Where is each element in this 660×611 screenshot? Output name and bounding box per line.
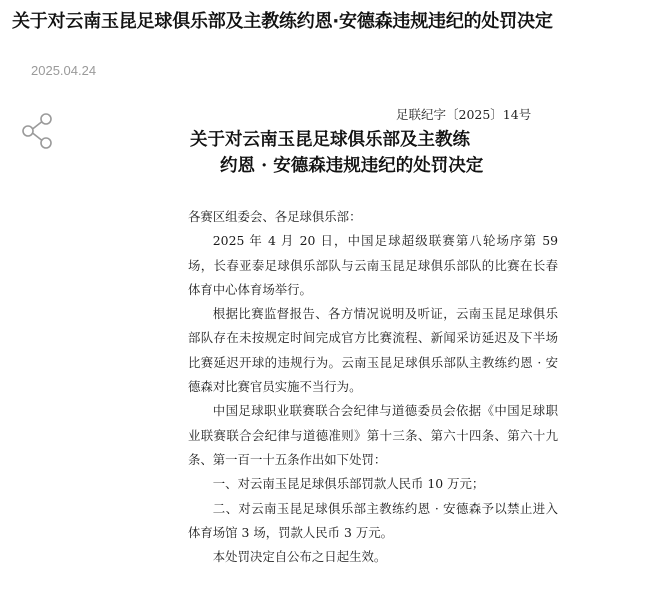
paragraph: 中国足球职业联赛联合会纪律与道德委员会依据《中国足球职业联赛联合会纪律与道德准则》第十三条、第六十四条、第六十九条、第一百一十五条作出如下处罚： (188, 403, 558, 467)
page-title: 关于对云南玉昆足球俱乐部及主教练约恩·安德森违规违纪的处罚决定 (12, 11, 553, 32)
paragraph: 2025 年 4 月 20 日，中国足球超级联赛第八轮场序第 59 场，长春亚泰足球俱乐部队与云南玉昆足球俱乐部队的比赛在长春体育中心体育场举行。 (188, 233, 558, 297)
publish-date: 2025.04.24 (31, 63, 97, 78)
document-title (190, 127, 560, 179)
share-icon[interactable] (20, 112, 58, 150)
document-title-line: 约恩 · 安德森违规违纪的处罚决定 (220, 156, 484, 176)
document-title-line: 关于对云南玉昆足球俱乐部及主教练 (190, 130, 470, 150)
share-icon-graphic (20, 112, 58, 150)
paragraph: 根据比赛监督报告、各方情况说明及听证，云南玉昆足球俱乐部队存在未按规定时间完成官方比赛流程、新闻采访延迟及下半场比赛延迟开球的违规行为。云南玉昆足球俱乐部队主教练约恩 · 安德森对比赛官员实施不当行为。 (188, 306, 558, 395)
effective-statement: 本处罚决定自公布之日起生效。 (212, 549, 387, 565)
penalty-item: 二、对云南玉昆足球俱乐部主教练约恩 · 安德森予以禁止进入体育场馆 3 场，罚款人民币 3 万元。 (188, 500, 558, 540)
document-number: 足联纪字〔2025〕14号 (396, 107, 532, 122)
penalty-item: 一、对云南玉昆足球俱乐部罚款人民币 10 万元； (212, 476, 485, 492)
document-body (188, 205, 558, 569)
salutation: 各赛区组委会、各足球俱乐部： (188, 209, 362, 224)
